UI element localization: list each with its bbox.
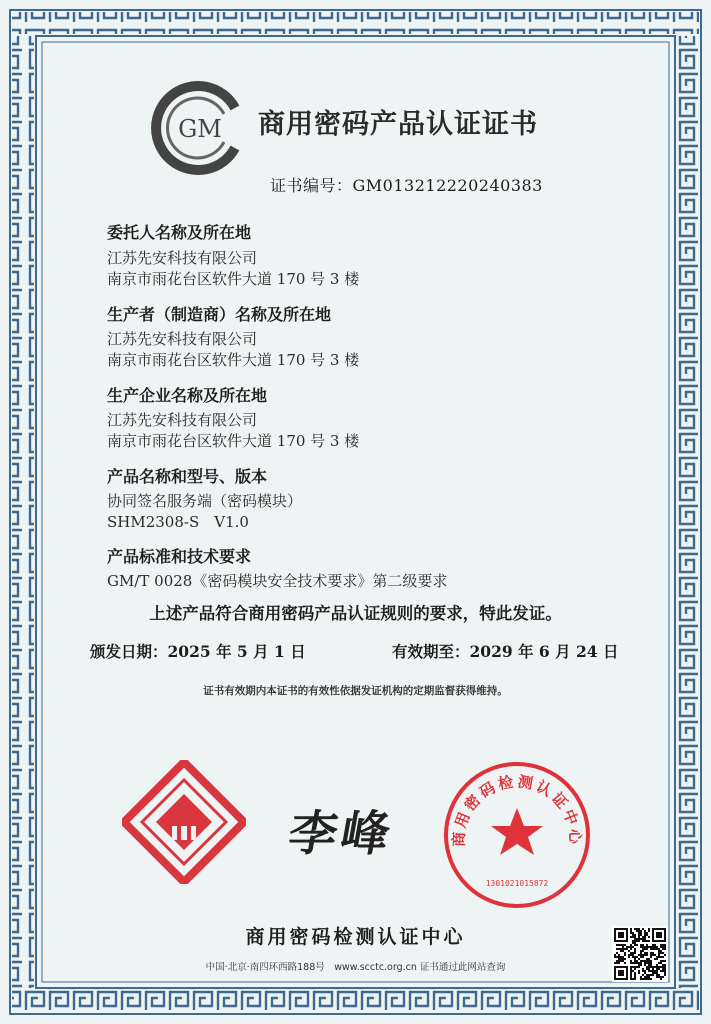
section-line: 南京市雨花台区软件大道 170 号 3 楼 (107, 270, 360, 288)
seal-ring-text: 商用密码检测认证中心 (449, 772, 585, 848)
signature: 李峰 (284, 806, 399, 862)
section-line: 南京市雨花台区软件大道 170 号 3 楼 (107, 432, 360, 450)
certificate-number: 证书编号：GM013212220240383 (270, 176, 543, 195)
logo-text: GM (178, 115, 222, 143)
section-heading-production-enterprise: 生产企业名称及所在地 (107, 386, 268, 405)
validity-note: 证书有效期内本证书的有效性依据发证机构的定期监督获得维持。 (203, 685, 508, 697)
issuing-authority: 商用密码检测认证中心 (245, 926, 466, 948)
gm-logo-icon (150, 78, 250, 178)
section-line: 协同签名服务端（密码模块） (107, 492, 303, 510)
seal-code: 1301021015872 (485, 879, 549, 888)
page-title: 商用密码产品认证证书 (258, 109, 538, 140)
footer-address: 中国·北京·南四环西路188号 www.scctc.org.cn 证书通过此网站查询 (205, 962, 506, 973)
section-heading-product: 产品名称和型号、版本 (107, 467, 268, 486)
section-line: SHM2308-S V1.0 (107, 513, 249, 531)
qr-code-icon (612, 926, 668, 982)
section-line: GM/T 0028《密码模块安全技术要求》第二级要求 (107, 572, 448, 590)
section-line: 江苏先安科技有限公司 (107, 411, 258, 429)
expiry-date: 有效期至：2029 年 6 月 24 日 (392, 642, 619, 661)
official-seal-icon (442, 760, 592, 910)
section-heading-standard: 产品标准和技术要求 (107, 547, 252, 566)
section-heading-manufacturer: 生产者（制造商）名称及所在地 (107, 305, 332, 324)
declaration: 上述产品符合商用密码产品认证规则的要求，特此发证。 (149, 604, 562, 623)
section-line: 江苏先安科技有限公司 (107, 249, 258, 267)
section-line: 南京市雨花台区软件大道 170 号 3 楼 (107, 351, 360, 369)
diamond-emblem-icon (122, 760, 246, 884)
section-line: 江苏先安科技有限公司 (107, 330, 258, 348)
issue-date: 颁发日期：2025 年 5 月 1 日 (90, 642, 306, 661)
section-heading-client: 委托人名称及所在地 (107, 223, 252, 242)
